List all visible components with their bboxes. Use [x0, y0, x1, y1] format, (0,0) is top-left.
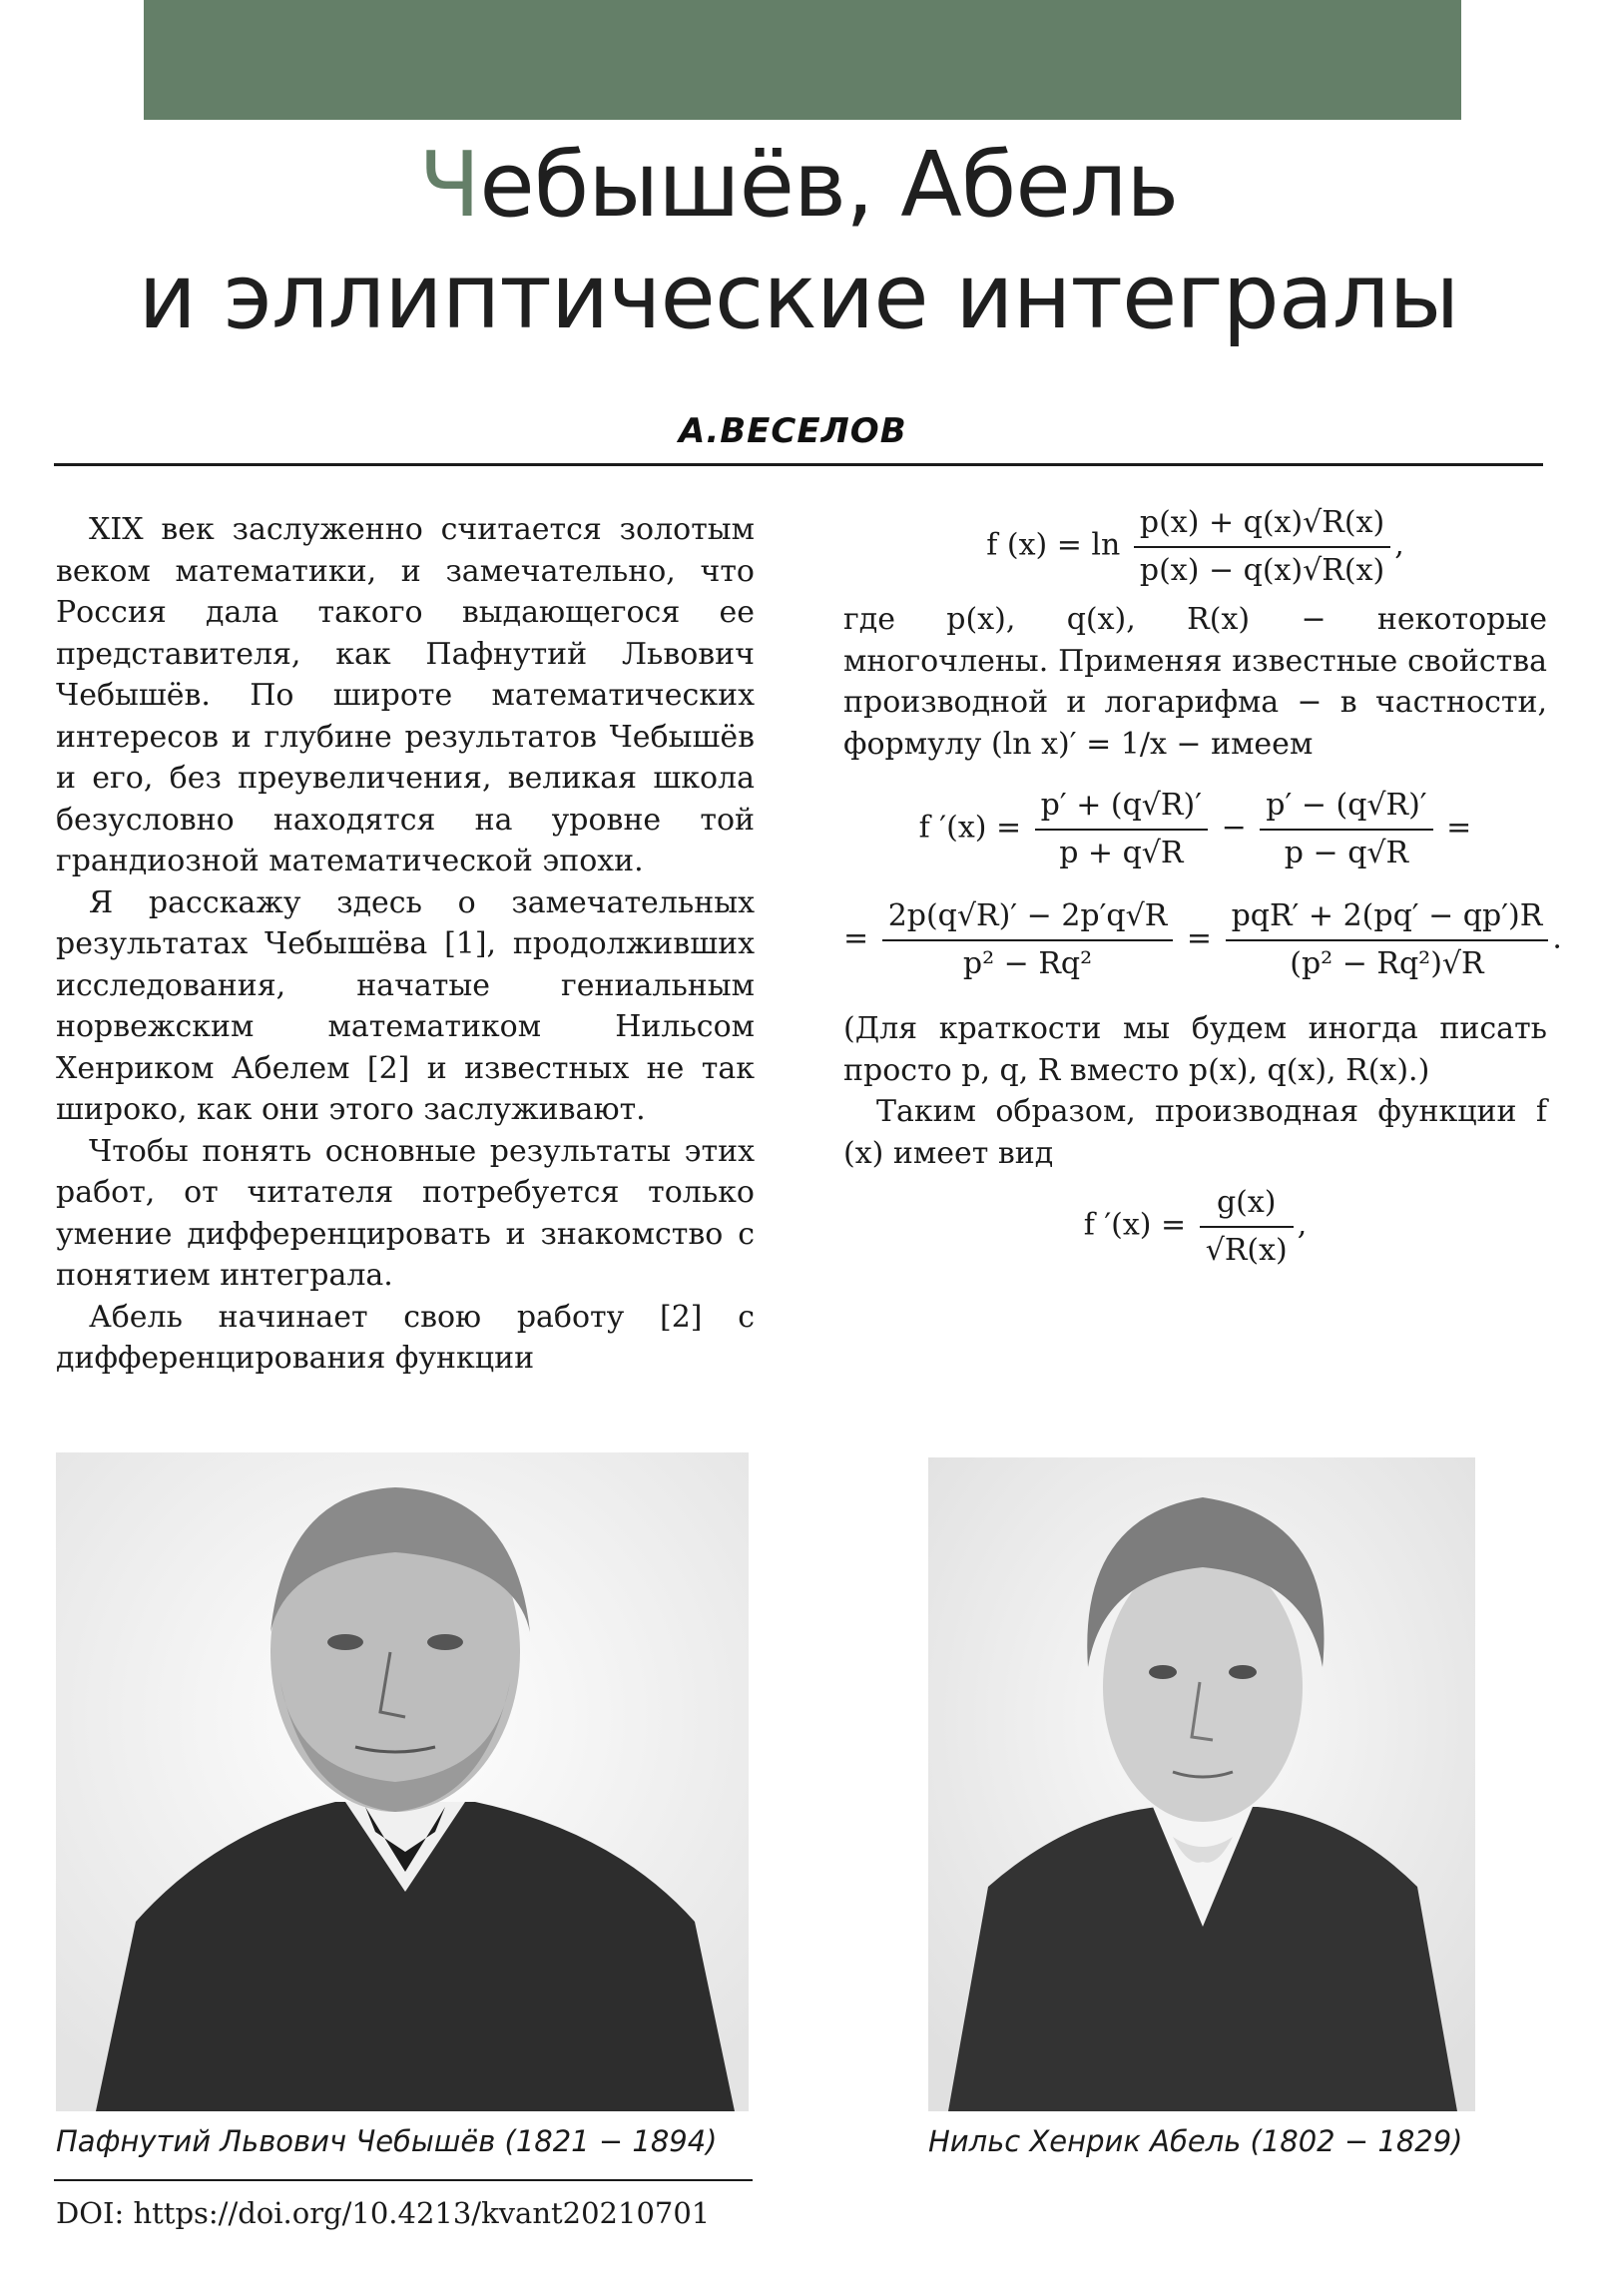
equation-lhs: f ′(x) = — [918, 810, 1022, 846]
chebyshev-caption: Пафнутий Львович Чебышёв (1821 − 1894) — [56, 2124, 718, 2158]
paragraph: Абель начинает свою работу [2] с дифференцирования функции — [56, 1299, 755, 1376]
fraction — [1035, 783, 1208, 875]
title-line-2: и эллиптические интегралы — [138, 245, 1459, 349]
fraction-denominator: (p² − Rq²)√R — [1290, 945, 1484, 981]
header-rule — [54, 463, 1543, 466]
equation-trail: , — [1394, 527, 1404, 563]
title-line-1-text: ебышёв, Абель — [479, 133, 1179, 238]
title-accent-letter: Ч — [418, 133, 480, 238]
paragraph: (Для краткости мы будем иногда писать просто p, q, R вместо p(x), q(x), R(x).) — [843, 1011, 1547, 1088]
title-line-1 — [0, 130, 1597, 242]
fraction-denominator: p − q√R — [1284, 835, 1409, 870]
equation-trail: = — [1446, 810, 1472, 846]
paragraph: Чтобы понять основные результаты этих работ, от читателя потребуется только умение дифференцировать и знакомство с понятием интеграла. — [56, 1133, 755, 1293]
fraction-numerator: p′ + (q√R)′ — [1035, 783, 1208, 831]
equation-lhs: f (x) = ln — [986, 527, 1121, 563]
fraction-numerator: p(x) + q(x)√R(x) — [1134, 500, 1390, 548]
fraction — [1226, 893, 1549, 986]
fraction-denominator: √R(x) — [1205, 1232, 1288, 1268]
equation-operator: = — [843, 920, 869, 956]
abel-caption: Нильс Хенрик Абель (1802 − 1829) — [928, 2124, 1463, 2158]
paragraph: XIX век заслуженно считается золотым веком математики, и замечательно, что Россия дала такого выдающегося ее представителя, как Пафнутий Львович Чебышёв. По широте математических интересов и глубине результатов Чебышёв и его, без преувеличения, великая школа безусловно находятся на уровне той грандиозной математической эпохи. — [56, 512, 755, 878]
abel-portrait — [928, 1457, 1475, 2111]
fraction-numerator: 2p(q√R)′ − 2p′q√R — [882, 893, 1174, 941]
footer-rule — [54, 2179, 753, 2181]
doi-link[interactable]: DOI: https://doi.org/10.4213/kvant20210701 — [56, 2196, 711, 2230]
chebyshev-portrait — [56, 1452, 749, 2111]
fraction-numerator: g(x) — [1200, 1180, 1294, 1228]
right-column — [843, 494, 1562, 1279]
equation-derivative-1 — [843, 783, 1547, 875]
equation-derivative-form — [843, 1180, 1547, 1273]
equation-trail: . — [1552, 920, 1562, 956]
fraction — [882, 893, 1174, 986]
fraction — [1260, 783, 1432, 875]
fraction-numerator: pqR′ + 2(pq′ − qp′)R — [1226, 893, 1549, 941]
fraction — [1134, 500, 1390, 593]
equation-f-definition — [843, 500, 1547, 593]
equation-derivative-2 — [843, 893, 1562, 986]
header-color-band — [144, 0, 1461, 120]
fraction — [1200, 1180, 1294, 1273]
equation-trail: , — [1297, 1207, 1308, 1243]
paragraph: где p(x), q(x), R(x) − некоторые многочлены. Применяя известные свойства производной и логарифма − в частности, формулу (ln x)′ = 1/x − имеем — [843, 602, 1547, 762]
paragraph: Я расскажу здесь о замечательных результатах Чебышёва [1], продолживших исследования, начатые гениальным норвежским математиком Нильсом Хенриком Абелем [2] и известных не так широко, как они этого заслуживают. — [56, 884, 755, 1127]
fraction-denominator: p + q√R — [1059, 835, 1184, 870]
equation-lhs: f ′(x) = — [1083, 1207, 1187, 1243]
author-name: А.ВЕСЕЛОВ — [679, 411, 907, 451]
fraction-denominator: p² − Rq² — [962, 945, 1093, 981]
left-column — [56, 509, 755, 1380]
fraction-denominator: p(x) − q(x)√R(x) — [1139, 552, 1385, 588]
fraction-numerator: p′ − (q√R)′ — [1260, 783, 1432, 831]
article-title — [0, 130, 1597, 353]
paragraph: Таким образом, производная функции f (x) имеет вид — [843, 1094, 1547, 1171]
equation-operator: = — [1186, 920, 1213, 956]
equation-operator: − — [1221, 810, 1247, 846]
